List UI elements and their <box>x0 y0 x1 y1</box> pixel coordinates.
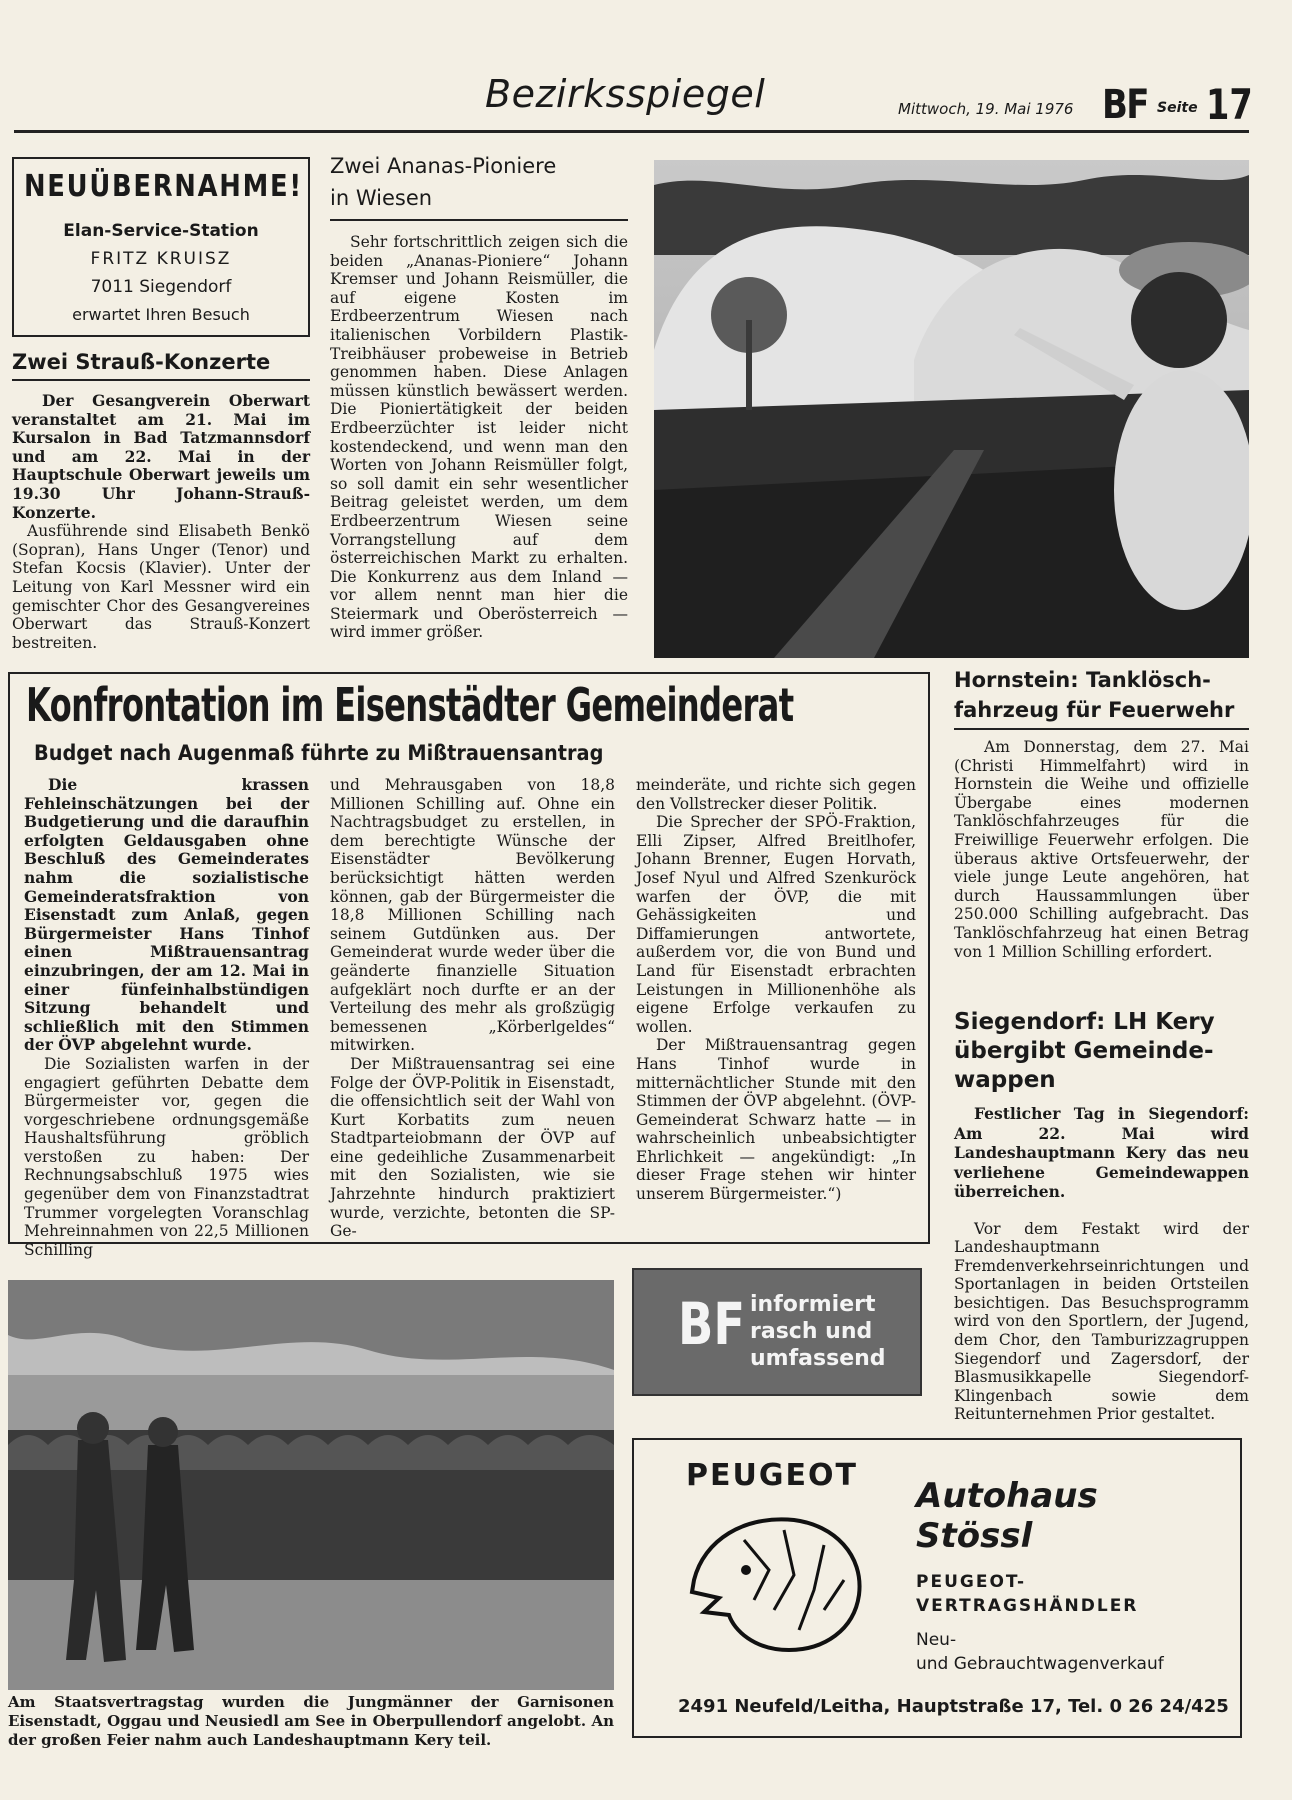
hornstein-title-2: fahrzeug für Feuerwehr <box>954 698 1235 722</box>
siegendorf-article <box>954 1104 1249 1424</box>
ad-line4: erwartet Ihren Besuch <box>72 305 250 324</box>
ananas-rule <box>330 219 628 221</box>
dealer-sales-1: Neu- <box>916 1630 957 1650</box>
ad-line1: Elan-Service-Station <box>63 221 259 241</box>
page-label: Seite <box>1157 100 1198 116</box>
strauss-title: Zwei Strauß-Konzerte <box>12 350 271 374</box>
bf-info-line1: informiert <box>750 1292 876 1317</box>
issue-date: Mittwoch, 19. Mai 1976 <box>898 100 1074 118</box>
dealer-name-1: Autohaus <box>916 1476 1098 1516</box>
dealer-address: 2491 Neufeld/Leitha, Hauptstraße 17, Tel. 0 26 24/425 <box>678 1696 1229 1717</box>
bf-info-line3: umfassend <box>750 1346 886 1371</box>
bf-info-logo: BF <box>678 1290 746 1358</box>
dealer-sales-2: und Gebrauchtwagenverkauf <box>916 1654 1164 1674</box>
photo-soldiers <box>8 1280 614 1690</box>
konfrontation-col2 <box>330 776 615 1241</box>
peugeot-brand: PEUGEOT <box>686 1458 858 1493</box>
konfrontation-col2-p2: Der Mißtrauensantrag sei eine Folge der ÖVP-Politik in Eisenstadt, die offensichtlich seit der Wahl von Kurt Korbatits zum neuen Stadtparteiobmann der ÖVP auf eine gedeihliche Zusammenarbeit mit den Sozialisten, wie sie Jahrzehnte hindurch praktiziert wurde, verzichte, betonten die SP-Ge- <box>330 1054 615 1241</box>
greenhouse-image <box>654 160 1249 658</box>
photo-greenhouse <box>654 160 1249 658</box>
peugeot-lion-logo <box>674 1500 884 1660</box>
ad-headline: NEUÜBERNAHME! <box>24 169 303 204</box>
hornstein-title-1: Hornstein: Tanklösch- <box>954 668 1211 692</box>
konfrontation-lead: Die krassen Fehleinschätzungen bei der Budgetierung und die daraufhin erfolgten Geldausgaben ohne Beschluß des Gemeinderates nahm die sozialistische Gemeinderatsfraktion von Eisenstadt zum Anlaß, gegen Bürgermeister Hans Tinhof einen Mißtrauensantrag einzubringen, der am 12. Mai in einer fünfeinhalbstündigen Sitzung behandelt und schließlich mit den Stimmen der ÖVP abgelehnt wurde. <box>24 775 309 1055</box>
konfrontation-col1-body: Die Sozialisten warfen in der engagiert geführten Debatte dem Bürgermeister vor, gegen die vorgeschriebene ordnungsgemäße Haushaltsführung gröblich verstoßen zu haben: Der Rechnungsabschluß 1975 wies gegenüber dem von Finanzstadtrat Trummer vorgelegten Voranschlag Mehreinnahmen von 22,5 Millionen Schilling <box>24 1054 309 1259</box>
bf-info-line2: rasch und <box>750 1319 873 1344</box>
strauss-body: Ausführende sind Elisabeth Benkö (Sopran), Hans Unger (Tenor) und Stefan Kocsis (Klavier). Unter der Leitung von Karl Messner wird ein gemischter Chor des Gesangvereines Oberwart das Strauß-Konzert bestreiten. <box>12 522 310 652</box>
strauss-lead: Der Gesangverein Oberwart veranstaltet am 21. Mai im Kursalon in Bad Tatzmannsdorf und am 22. Mai in der Hauptschule Oberwart jeweils um 19.30 Uhr Johann-Strauß-Konzerte. <box>12 391 310 522</box>
ad-kruisz <box>12 157 310 337</box>
siegendorf-title-2: übergibt Gemeinde- <box>954 1038 1214 1064</box>
siegendorf-title-1: Siegendorf: LH Kery <box>954 1009 1215 1035</box>
newspaper-logo: BF <box>1102 82 1148 128</box>
konfrontation-col3-p1: meinderäte, und richte sich gegen den Vollstrecker dieser Politik. <box>636 776 916 813</box>
ananas-title-2: in Wiesen <box>330 186 433 210</box>
ad-peugeot <box>632 1438 1242 1738</box>
siegendorf-lead: Festlicher Tag in Siegendorf: Am 22. Mai wird Landeshauptmann Kery das neu verliehene Gemeindewappen überreichen. <box>954 1104 1249 1201</box>
konfrontation-col3-p2: Die Sprecher der SPÖ-Fraktion, Elli Zipser, Alfred Breitlhofer, Johann Brenner, Eugen Horvath, Josef Nyul und Alfred Szenkuröck warfen der ÖVP, die mit Gehässigkeiten und Diffamierungen antwortete, außerdem vor, die von Bund und Land für Eisenstadt erbrachten Leistungen in Millionenhöhe als eigene Erfolge verkaufen zu wollen. <box>636 813 916 1036</box>
photo-caption: Am Staatsvertragstag wurden die Jungmänner der Garnisonen Eisenstadt, Oggau und Neusiedl am See in Oberpullendorf angelobt. An der großen Feier nahm auch Landeshauptmann Kery teil. <box>8 1693 614 1749</box>
dealer-type-2: VERTRAGSHÄNDLER <box>916 1596 1139 1616</box>
konfrontation-subtitle: Budget nach Augenmaß führte zu Mißtrauensantrag <box>34 741 604 765</box>
header-rule <box>14 130 1249 133</box>
bf-info-box <box>632 1268 922 1396</box>
dealer-name-2: Stössl <box>916 1516 1033 1556</box>
ad-line2: FRITZ KRUISZ <box>90 249 232 269</box>
dealer-type-1: PEUGEOT- <box>916 1572 1027 1592</box>
page-number: 17 <box>1206 80 1253 129</box>
hornstein-body: Am Donnerstag, dem 27. Mai (Christi Himmelfahrt) wird in Hornstein die Weihe und offizielle Übergabe eines modernen Tanklöschfahrzeuges für die Freiwillige Feuerwehr erfolgen. Die überaus aktive Ortsfeuerwehr, der viele junge Leute angehören, hat durch Haussammlungen über 250.000 Schilling aufgebracht. Das Tanklöschfahrzeug hat einen Betrag von 1 Million Schilling erfordert. <box>954 738 1249 961</box>
ananas-title-1: Zwei Ananas-Pioniere <box>330 154 557 178</box>
strauss-rule <box>12 379 310 381</box>
siegendorf-body: Vor dem Festakt wird der Landeshauptmann Fremdenverkehrseinrichtungen und Sportanlagen in beiden Ortsteilen besichtigen. Das Besuchsprogramm wird von den Sportlern, der Jugend, dem Chor, den Tamburizzagruppen Siegendorf und Zagersdorf, der Blasmusikkapelle Siegendorf-Klingenbach sowie dem Reitunternehmen Prior gestaltet. <box>954 1219 1249 1424</box>
soldiers-image <box>8 1280 614 1690</box>
konfrontation-title: Konfrontation im Eisenstädter Gemeinderat <box>26 678 794 732</box>
ananas-body: Sehr fortschrittlich zeigen sich die beiden „Ananas-Pioniere“ Johann Kremser und Johann Reismüller, die auf eigene Kosten im Erdbeerzentrum Wiesen nach italienischen Vorbildern Plastik-Treibhäuser probeweise in Betrieb genommen haben. Diese Anlagen müssen künstlich bewässert werden. Die Pioniertätigkeit der beiden Erdbeerzüchter ist leider nicht kostendeckend, und wenn man den Worten von Johann Reismüller folgt, so soll damit ein sehr wesentlicher Beitrag geleistet werden, um dem Erdbeerzentrum Wiesen seine Vorrangstellung auf dem österreichischen Markt zu erhalten. Die Konkurrenz aus dem Inland — vor allem nennt man hier die Steiermark und Oberösterreich — wird immer größer. <box>330 233 628 642</box>
hornstein-rule <box>954 728 1249 730</box>
ad-line3: 7011 Siegendorf <box>90 277 232 297</box>
section-title: Bezirksspiegel <box>485 72 766 116</box>
konfrontation-col3 <box>636 776 916 1204</box>
konfrontation-col2-p1: und Mehrausgaben von 18,8 Millionen Schilling auf. Ohne ein Nachtragsbudget zu erstellen, in dem berechtigte Wünsche der Eisenstädter Bevölkerung berücksichtigt hätten werden können, gab der Bürgermeister die 18,8 Millionen Schilling nach seinem Gutdünken aus. Der Gemeinderat wurde weder über die geänderte finanzielle Situation aufgeklärt noch durfte er an der Verteilung des mehr als großzügig bemessenen „Körberlgeldes“ mitwirken. <box>330 776 615 1055</box>
siegendorf-title-3: wappen <box>954 1067 1056 1093</box>
konfrontation-col1 <box>24 776 309 1259</box>
konfrontation-col3-p3: Der Mißtrauensantrag gegen Hans Tinhof wurde in mitternächtlicher Stunde mit den Stimmen der ÖVP abgelehnt. (ÖVP-Gemeinderat Schwarz hatte — in wahrscheinlich unbeabsichtigter Ehrlichkeit — angekündigt: „In dieser Frage stehen wir hinter unserem Bürgermeister.“) <box>636 1036 916 1204</box>
strauss-article <box>12 392 310 652</box>
